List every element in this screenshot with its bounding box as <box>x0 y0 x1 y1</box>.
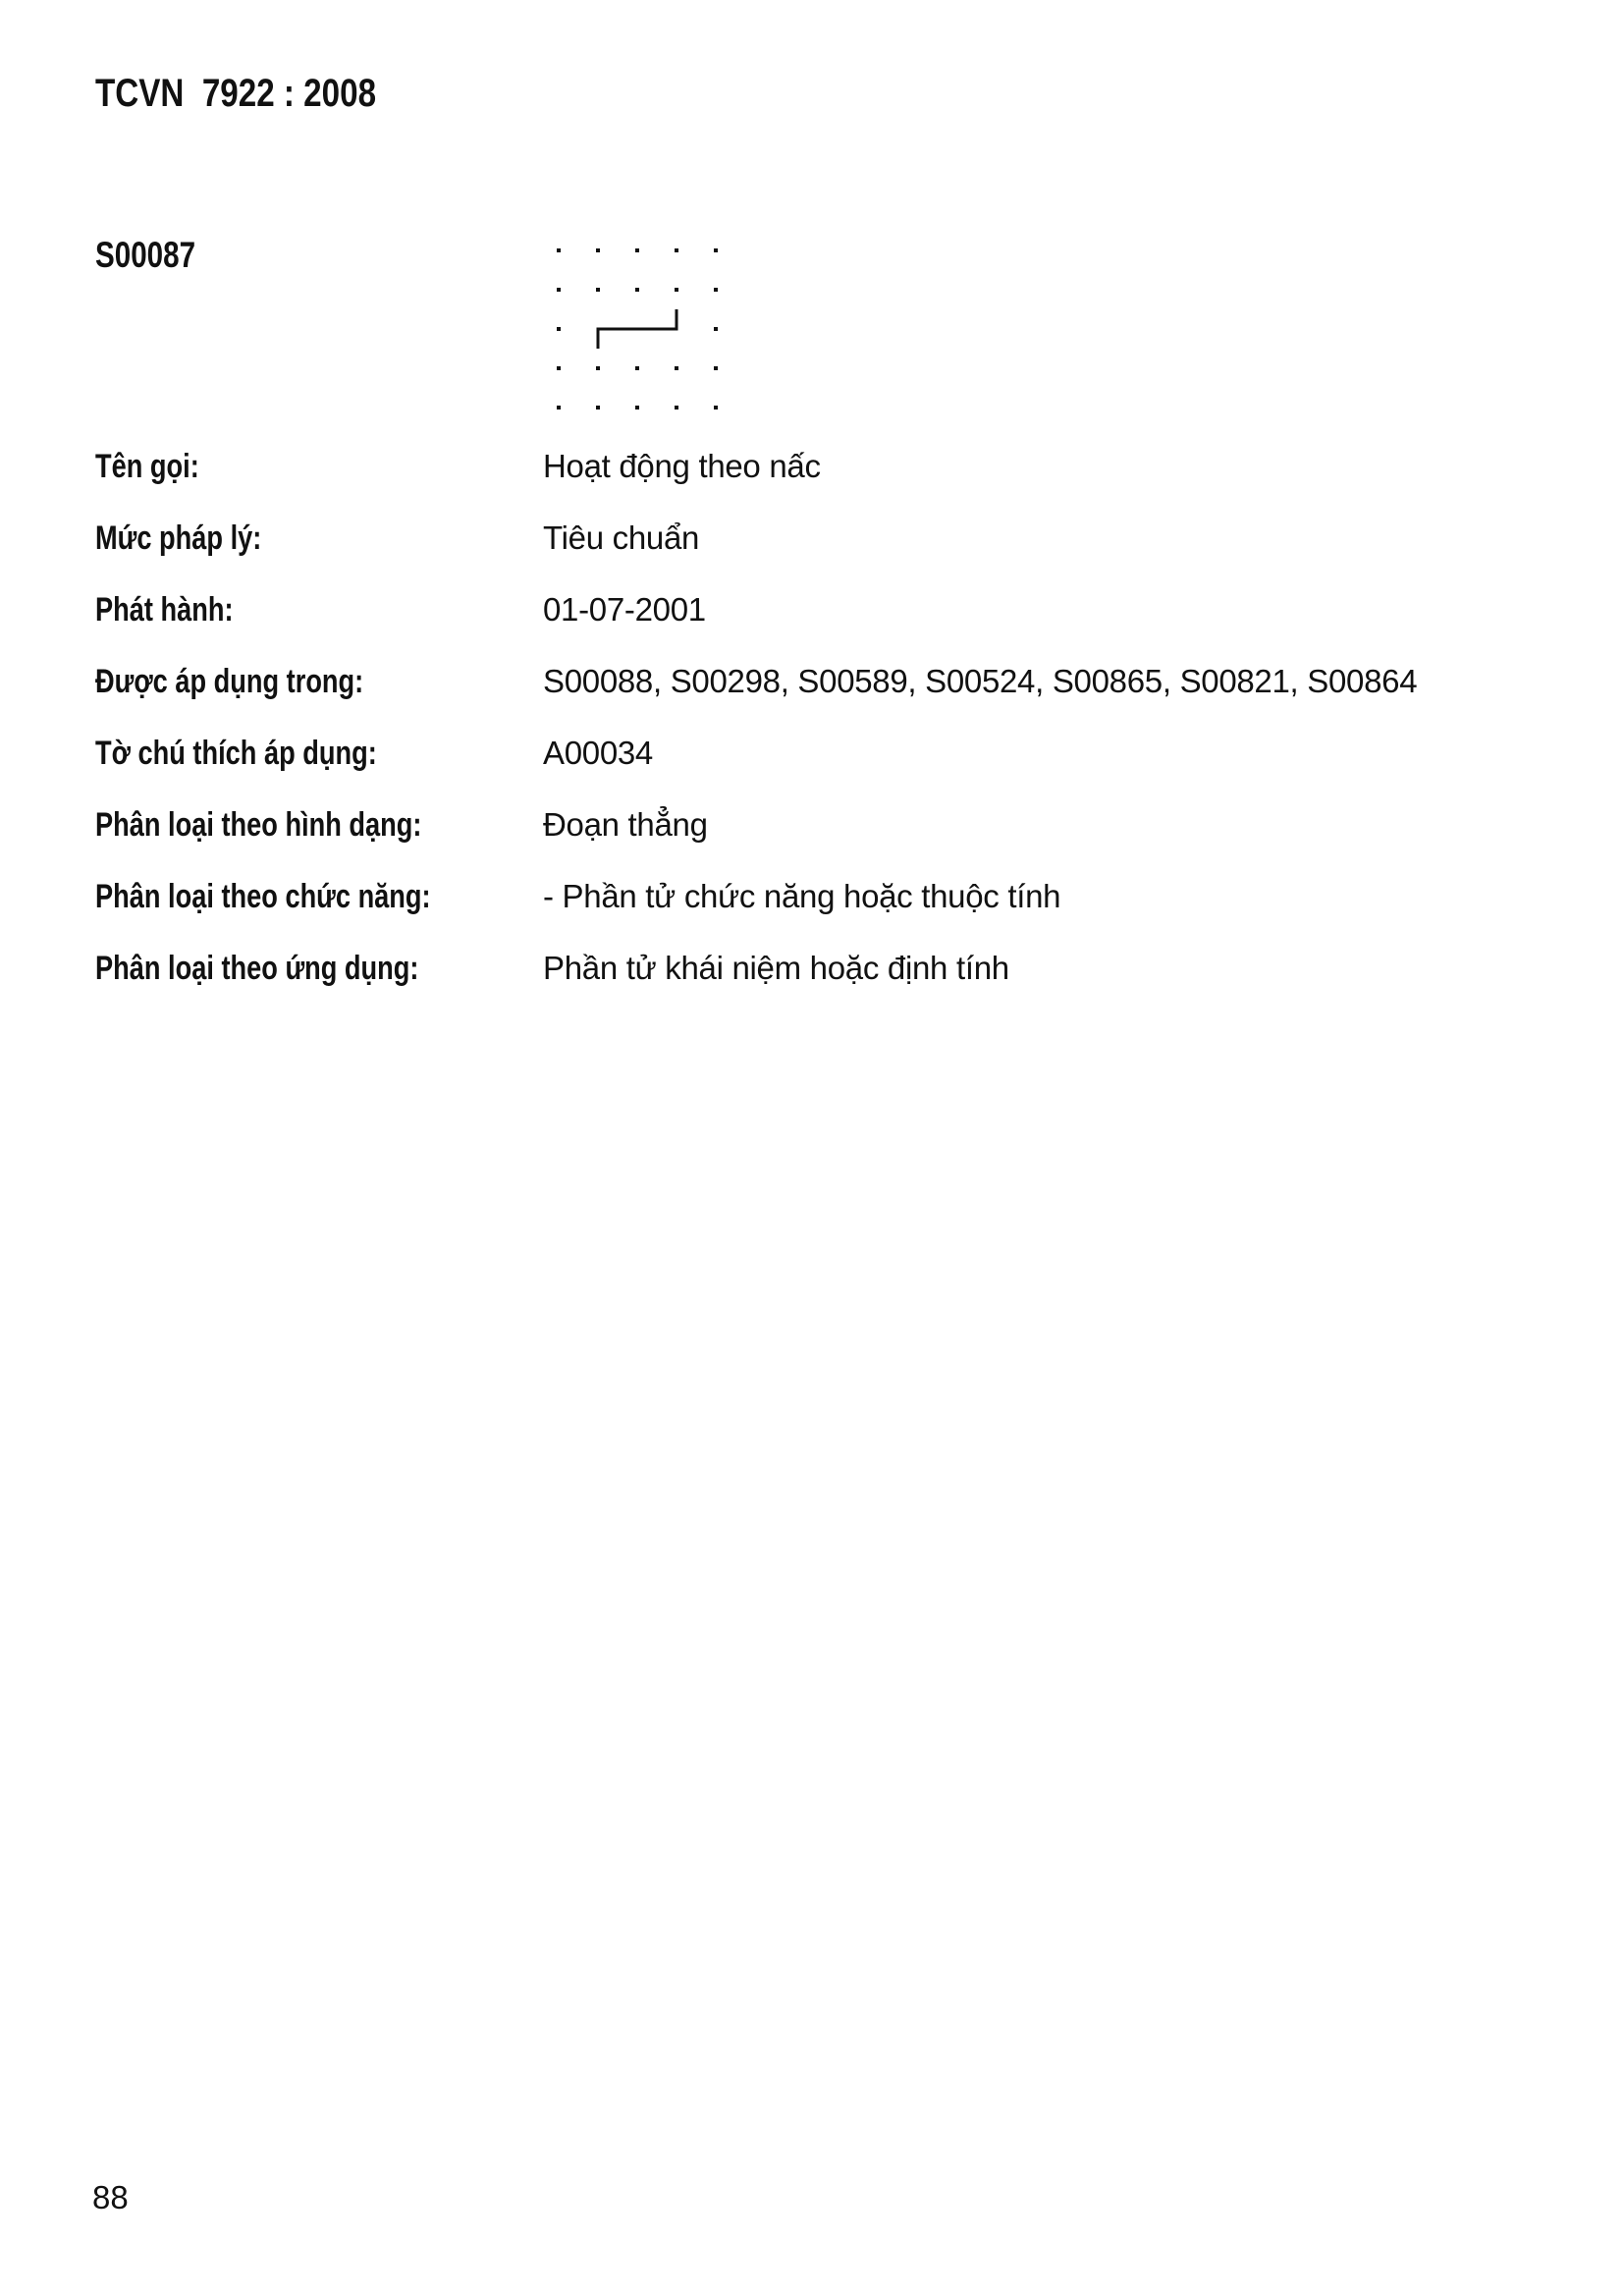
field-row-to-chu-thich-ap-dung <box>95 734 1539 773</box>
field-row-phan-loai-chuc-nang <box>95 877 1539 916</box>
field-value: A00034 <box>543 735 653 771</box>
field-row-phan-loai-ung-dung <box>95 949 1539 988</box>
page-number: 88 <box>92 2179 129 2215</box>
field-label: Tờ chú thích áp dụng: <box>95 735 377 772</box>
field-label: Phát hành: <box>95 591 234 629</box>
field-label: Tên gọi: <box>95 448 199 485</box>
field-value: Phần tử khái niệm hoặc định tính <box>543 950 1009 986</box>
step-symbol-icon <box>541 233 733 425</box>
document-title-text: TCVN 7922 : 2008 <box>95 72 377 115</box>
record-fields <box>95 447 1539 1020</box>
field-row-ten-goi <box>95 447 1539 486</box>
field-label: Được áp dụng trong: <box>95 663 364 700</box>
field-label: Mức pháp lý: <box>95 519 262 557</box>
field-value: Hoạt động theo nấc <box>543 448 821 484</box>
document-title <box>95 74 434 113</box>
record-id-text: S00087 <box>95 235 196 275</box>
field-row-phan-loai-hinh-dang <box>95 805 1539 845</box>
record-id <box>95 237 221 273</box>
field-label: Phân loại theo ứng dụng: <box>95 950 419 987</box>
field-label: Phân loại theo chức năng: <box>95 878 431 915</box>
field-value: S00088, S00298, S00589, S00524, S00865, S00821, S00864 <box>543 663 1418 699</box>
field-label: Phân loại theo hình dạng: <box>95 806 422 844</box>
field-row-duoc-ap-dung-trong <box>95 662 1539 701</box>
field-row-phat-hanh <box>95 590 1539 629</box>
field-value: Tiêu chuẩn <box>543 519 700 556</box>
step-line <box>598 309 677 349</box>
field-value: - Phần tử chức năng hoặc thuộc tính <box>543 878 1061 914</box>
field-value: 01-07-2001 <box>543 591 706 628</box>
field-row-muc-phap-ly <box>95 519 1539 558</box>
field-value: Đoạn thẳng <box>543 806 708 843</box>
